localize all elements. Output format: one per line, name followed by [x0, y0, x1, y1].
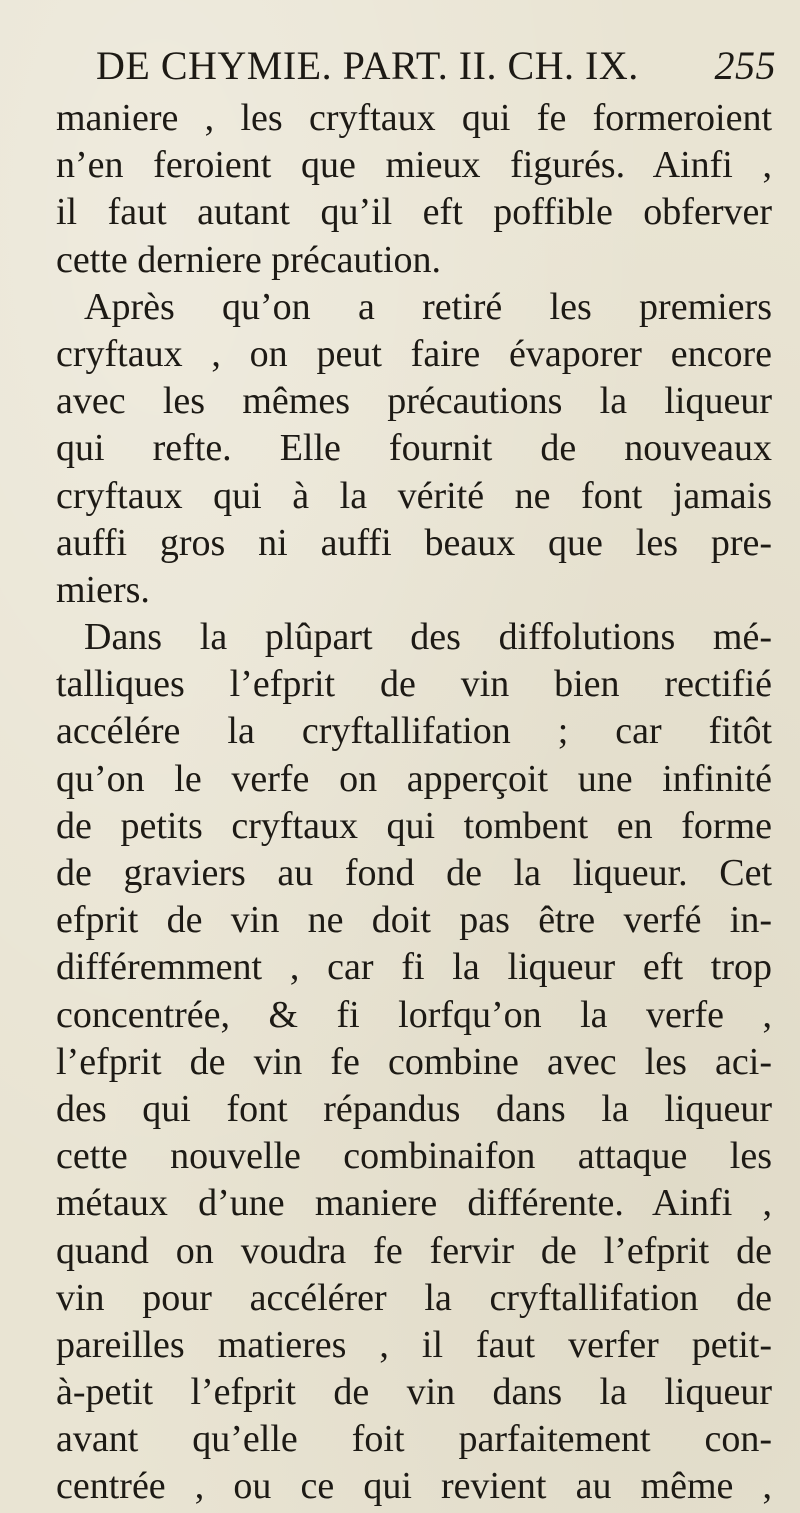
running-title: DE CHYMIE. PART. II. CH. IX.	[96, 43, 639, 88]
text-line: de petits cryftaux qui tombent en forme	[56, 804, 772, 847]
text-line: cette nouvelle combinaifon attaque les	[56, 1135, 772, 1178]
text-line: cette derniere précaution.	[56, 238, 442, 281]
text-line: quand on voudra fe fervir de l’efprit de	[56, 1229, 772, 1272]
text-line: avant qu’elle foit parfaitement con-	[56, 1418, 772, 1461]
text-line: Dans la plûpart des diffolutions mé-	[84, 616, 772, 659]
text-line: vin pour accélérer la cryftallifation de	[56, 1276, 772, 1319]
text-line: Après qu’on a retiré les premiers	[84, 285, 772, 328]
text-line: miers.	[56, 568, 150, 611]
text-line: à-petit l’efprit de vin dans la liqueur	[56, 1371, 772, 1414]
text-line: centrée , ou ce qui revient au même ,	[56, 1465, 772, 1508]
text-line: des qui font répandus dans la liqueur	[56, 1087, 772, 1130]
text-line: avec les mêmes précautions la liqueur	[56, 380, 772, 423]
text-line: cryftaux , on peut faire évaporer encore	[56, 332, 772, 375]
page-number: 255	[714, 43, 776, 88]
text-line: qui refte. Elle fournit de nouveaux	[56, 427, 772, 470]
text-line: talliques l’efprit de vin bien rectifié	[56, 663, 772, 706]
running-head	[96, 38, 776, 94]
text-line: métaux d’une maniere différente. Ainfi ,	[56, 1182, 772, 1225]
text-line: n’en feroient que mieux figurés. Ainfi ,	[56, 144, 772, 187]
text-line: de graviers au fond de la liqueur. Cet	[56, 852, 772, 894]
text-line: différemment , car fi la liqueur eft trop	[56, 946, 772, 989]
text-line: efprit de vin ne doit pas être verfé in-	[56, 899, 772, 942]
text-line: pareilles matieres , il faut verfer petit-	[56, 1323, 772, 1366]
text-line: cryftaux qui à la vérité ne font jamais	[56, 474, 772, 517]
body-text	[56, 95, 772, 1511]
text-line: concentrée, & fi lorfqu’on la verfe ,	[56, 993, 772, 1036]
text-line: maniere , les cryftaux qui fe formeroient	[56, 97, 772, 139]
text-line: qu’on le verfe on apperçoit une infinité	[56, 757, 772, 800]
text-line: l’efprit de vin fe combine avec les aci-	[56, 1040, 772, 1083]
text-line: accélére la cryftallifation ; car fitôt	[56, 710, 772, 753]
text-line: il faut autant qu’il eft poffible obferver	[56, 191, 772, 234]
text-line: auffi gros ni auffi beaux que les pre-	[56, 521, 772, 564]
